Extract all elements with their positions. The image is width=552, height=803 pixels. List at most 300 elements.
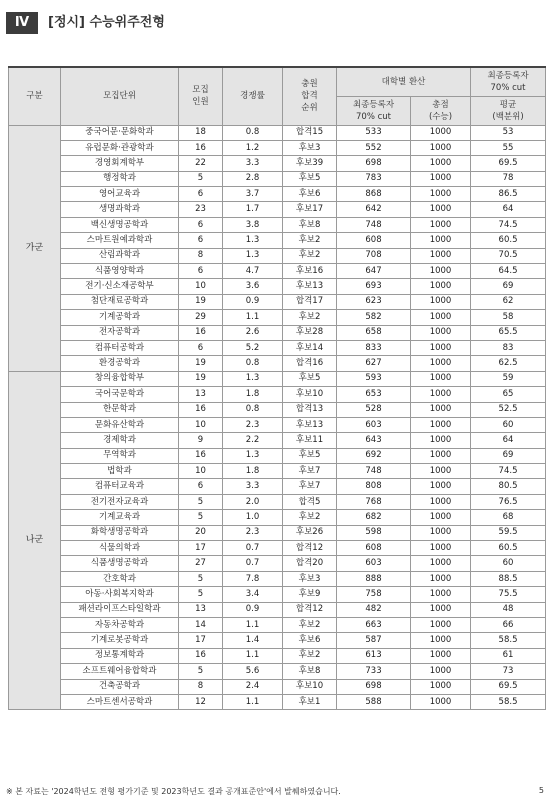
- unit-name: 전자공학과: [61, 325, 179, 340]
- average-percentile: 73: [471, 664, 546, 679]
- quota: 10: [179, 464, 223, 479]
- quota: 5: [179, 664, 223, 679]
- final-70-cut: 748: [337, 217, 411, 232]
- waitlist-rank: 후보10: [283, 679, 337, 694]
- final-70-cut: 783: [337, 171, 411, 186]
- total-score: 1000: [411, 279, 471, 294]
- total-score: 1000: [411, 217, 471, 232]
- quota: 18: [179, 125, 223, 140]
- final-70-cut: 748: [337, 464, 411, 479]
- average-percentile: 69.5: [471, 156, 546, 171]
- unit-name: 스마트센서공학과: [61, 694, 179, 709]
- total-score: 1000: [411, 618, 471, 633]
- quota: 16: [179, 648, 223, 663]
- table-row: [9, 587, 546, 602]
- unit-name: 창의융합학부: [61, 371, 179, 386]
- competition-ratio: 0.8: [223, 402, 283, 417]
- quota: 10: [179, 417, 223, 432]
- competition-ratio: 5.6: [223, 664, 283, 679]
- competition-ratio: 0.7: [223, 556, 283, 571]
- average-percentile: 64: [471, 202, 546, 217]
- competition-ratio: 1.1: [223, 648, 283, 663]
- waitlist-rank: 후보17: [283, 202, 337, 217]
- total-score: 1000: [411, 571, 471, 586]
- average-percentile: 59: [471, 371, 546, 386]
- total-score: 1000: [411, 479, 471, 494]
- competition-ratio: 0.9: [223, 294, 283, 309]
- waitlist-rank: 후보11: [283, 433, 337, 448]
- table-row: [9, 433, 546, 448]
- table-row: [9, 125, 546, 140]
- unit-name: 식품생명공학과: [61, 556, 179, 571]
- total-score: 1000: [411, 433, 471, 448]
- total-score: 1000: [411, 679, 471, 694]
- competition-ratio: 2.6: [223, 325, 283, 340]
- quota: 5: [179, 571, 223, 586]
- total-score: 1000: [411, 171, 471, 186]
- competition-ratio: 1.4: [223, 633, 283, 648]
- total-score: 1000: [411, 310, 471, 325]
- unit-name: 백신생명공학과: [61, 217, 179, 232]
- average-percentile: 61: [471, 648, 546, 663]
- total-score: 1000: [411, 202, 471, 217]
- table-row: [9, 156, 546, 171]
- quota: 20: [179, 525, 223, 540]
- waitlist-rank: 합격17: [283, 294, 337, 309]
- table-row: [9, 479, 546, 494]
- table-row: [9, 340, 546, 355]
- final-70-cut: 552: [337, 140, 411, 155]
- average-percentile: 55: [471, 140, 546, 155]
- competition-ratio: 0.9: [223, 602, 283, 617]
- competition-ratio: 7.8: [223, 571, 283, 586]
- total-score: 1000: [411, 248, 471, 263]
- quota: 8: [179, 248, 223, 263]
- unit-name: 식품영양학과: [61, 264, 179, 279]
- table-row: [9, 294, 546, 309]
- waitlist-rank: 합격16: [283, 356, 337, 371]
- average-percentile: 69: [471, 279, 546, 294]
- average-percentile: 59.5: [471, 525, 546, 540]
- final-70-cut: 623: [337, 294, 411, 309]
- table-row: [9, 541, 546, 556]
- final-70-cut: 647: [337, 264, 411, 279]
- competition-ratio: 1.2: [223, 140, 283, 155]
- quota: 6: [179, 187, 223, 202]
- competition-ratio: 3.8: [223, 217, 283, 232]
- quota: 16: [179, 140, 223, 155]
- average-percentile: 64: [471, 433, 546, 448]
- final-70-cut: 708: [337, 248, 411, 263]
- table-row: [9, 187, 546, 202]
- total-score: 1000: [411, 694, 471, 709]
- quota: 6: [179, 340, 223, 355]
- waitlist-rank: 후보10: [283, 387, 337, 402]
- waitlist-rank: 합격5: [283, 494, 337, 509]
- table-row: [9, 233, 546, 248]
- average-percentile: 66: [471, 618, 546, 633]
- unit-name: 첨단재료공학과: [61, 294, 179, 309]
- waitlist-rank: 후보2: [283, 310, 337, 325]
- waitlist-rank: 합격13: [283, 402, 337, 417]
- table-row: [9, 525, 546, 540]
- average-percentile: 53: [471, 125, 546, 140]
- competition-ratio: 3.6: [223, 279, 283, 294]
- final-70-cut: 642: [337, 202, 411, 217]
- group-label: 나군: [9, 371, 61, 710]
- competition-ratio: 1.8: [223, 387, 283, 402]
- section-header: [6, 12, 546, 34]
- final-70-cut: 627: [337, 356, 411, 371]
- waitlist-rank: 후보9: [283, 587, 337, 602]
- final-70-cut: 603: [337, 417, 411, 432]
- quota: 5: [179, 587, 223, 602]
- waitlist-rank: 후보3: [283, 571, 337, 586]
- unit-name: 경제학과: [61, 433, 179, 448]
- total-score: 1000: [411, 648, 471, 663]
- admission-table: [8, 66, 546, 710]
- unit-name: 환경공학과: [61, 356, 179, 371]
- waitlist-rank: 후보1: [283, 694, 337, 709]
- waitlist-rank: 후보8: [283, 664, 337, 679]
- table-body: [9, 125, 546, 710]
- unit-name: 전기·신소재공학부: [61, 279, 179, 294]
- waitlist-rank: 후보13: [283, 417, 337, 432]
- table-row: [9, 633, 546, 648]
- competition-ratio: 2.8: [223, 171, 283, 186]
- competition-ratio: 1.8: [223, 464, 283, 479]
- waitlist-rank: 후보2: [283, 510, 337, 525]
- average-percentile: 62.5: [471, 356, 546, 371]
- final-70-cut: 868: [337, 187, 411, 202]
- competition-ratio: 0.7: [223, 541, 283, 556]
- section-number: Ⅳ: [6, 12, 38, 34]
- competition-ratio: 4.7: [223, 264, 283, 279]
- table-row: [9, 325, 546, 340]
- waitlist-rank: 후보3: [283, 140, 337, 155]
- table-row: [9, 279, 546, 294]
- final-70-cut: 888: [337, 571, 411, 586]
- total-score: 1000: [411, 602, 471, 617]
- table-row: [9, 618, 546, 633]
- unit-name: 경영회계학부: [61, 156, 179, 171]
- final-70-cut: 482: [337, 602, 411, 617]
- quota: 27: [179, 556, 223, 571]
- average-percentile: 65.5: [471, 325, 546, 340]
- total-score: 1000: [411, 325, 471, 340]
- quota: 10: [179, 279, 223, 294]
- quota: 6: [179, 479, 223, 494]
- competition-ratio: 1.1: [223, 310, 283, 325]
- total-score: 1000: [411, 664, 471, 679]
- col-group: 구분: [9, 67, 61, 125]
- table-row: [9, 648, 546, 663]
- waitlist-rank: 후보7: [283, 479, 337, 494]
- average-percentile: 83: [471, 340, 546, 355]
- page-number: 5: [538, 786, 544, 795]
- total-score: 1000: [411, 264, 471, 279]
- total-score: 1000: [411, 633, 471, 648]
- quota: 17: [179, 633, 223, 648]
- total-score: 1000: [411, 494, 471, 509]
- unit-name: 식물의학과: [61, 541, 179, 556]
- competition-ratio: 1.1: [223, 694, 283, 709]
- average-percentile: 78: [471, 171, 546, 186]
- waitlist-rank: 후보16: [283, 264, 337, 279]
- final-70-cut: 593: [337, 371, 411, 386]
- unit-name: 기계로봇공학과: [61, 633, 179, 648]
- footnote: ※ 본 자료는 '2024학년도 전형 평가기준 및 2023학년도 결과 공개표준안'에서 발췌하였습니다.: [6, 787, 341, 796]
- unit-name: 문화유산학과: [61, 417, 179, 432]
- col-rank: 충원 합격 순위: [283, 67, 337, 125]
- quota: 5: [179, 510, 223, 525]
- col-conversion: 대학별 환산: [337, 67, 471, 96]
- total-score: 1000: [411, 417, 471, 432]
- quota: 13: [179, 387, 223, 402]
- col-quota: 모집 인원: [179, 67, 223, 125]
- total-score: 1000: [411, 541, 471, 556]
- unit-name: 영어교육과: [61, 187, 179, 202]
- final-70-cut: 658: [337, 325, 411, 340]
- waitlist-rank: 후보39: [283, 156, 337, 171]
- waitlist-rank: 후보2: [283, 618, 337, 633]
- final-70-cut: 587: [337, 633, 411, 648]
- quota: 5: [179, 494, 223, 509]
- table-row: [9, 464, 546, 479]
- average-percentile: 86.5: [471, 187, 546, 202]
- waitlist-rank: 후보5: [283, 171, 337, 186]
- competition-ratio: 2.0: [223, 494, 283, 509]
- total-score: 1000: [411, 340, 471, 355]
- final-70-cut: 643: [337, 433, 411, 448]
- quota: 9: [179, 433, 223, 448]
- average-percentile: 75.5: [471, 587, 546, 602]
- col-total: 총점 (수능): [411, 96, 471, 125]
- waitlist-rank: 합격12: [283, 602, 337, 617]
- group-label: 가군: [9, 125, 61, 371]
- competition-ratio: 2.3: [223, 417, 283, 432]
- average-percentile: 62: [471, 294, 546, 309]
- quota: 14: [179, 618, 223, 633]
- table-row: [9, 356, 546, 371]
- average-percentile: 88.5: [471, 571, 546, 586]
- average-percentile: 69.5: [471, 679, 546, 694]
- table-row: [9, 556, 546, 571]
- waitlist-rank: 후보7: [283, 464, 337, 479]
- waitlist-rank: 합격12: [283, 541, 337, 556]
- total-score: 1000: [411, 187, 471, 202]
- competition-ratio: 1.7: [223, 202, 283, 217]
- total-score: 1000: [411, 156, 471, 171]
- table-row: [9, 510, 546, 525]
- competition-ratio: 3.3: [223, 479, 283, 494]
- final-70-cut: 598: [337, 525, 411, 540]
- waitlist-rank: 후보2: [283, 648, 337, 663]
- waitlist-rank: 후보8: [283, 217, 337, 232]
- table-row: [9, 387, 546, 402]
- quota: 6: [179, 264, 223, 279]
- average-percentile: 58.5: [471, 633, 546, 648]
- competition-ratio: 1.0: [223, 510, 283, 525]
- total-score: 1000: [411, 387, 471, 402]
- quota: 16: [179, 448, 223, 463]
- col-unit: 모집단위: [61, 67, 179, 125]
- final-70-cut: 608: [337, 233, 411, 248]
- average-percentile: 74.5: [471, 217, 546, 232]
- average-percentile: 74.5: [471, 464, 546, 479]
- quota: 19: [179, 356, 223, 371]
- unit-name: 건축공학과: [61, 679, 179, 694]
- total-score: 1000: [411, 294, 471, 309]
- average-percentile: 60: [471, 417, 546, 432]
- final-70-cut: 528: [337, 402, 411, 417]
- total-score: 1000: [411, 525, 471, 540]
- table-row: [9, 694, 546, 709]
- competition-ratio: 2.4: [223, 679, 283, 694]
- unit-name: 기계교육과: [61, 510, 179, 525]
- table-row: [9, 664, 546, 679]
- final-70-cut: 613: [337, 648, 411, 663]
- waitlist-rank: 합격20: [283, 556, 337, 571]
- waitlist-rank: 후보6: [283, 187, 337, 202]
- competition-ratio: 1.3: [223, 233, 283, 248]
- quota: 6: [179, 233, 223, 248]
- table-row: [9, 402, 546, 417]
- total-score: 1000: [411, 448, 471, 463]
- col-final-70: 최종등록자 70% cut: [337, 96, 411, 125]
- competition-ratio: 1.1: [223, 618, 283, 633]
- unit-name: 화학생명공학과: [61, 525, 179, 540]
- quota: 13: [179, 602, 223, 617]
- competition-ratio: 0.8: [223, 356, 283, 371]
- unit-name: 행정학과: [61, 171, 179, 186]
- unit-name: 국어국문학과: [61, 387, 179, 402]
- final-70-cut: 698: [337, 679, 411, 694]
- unit-name: 정보통계학과: [61, 648, 179, 663]
- average-percentile: 76.5: [471, 494, 546, 509]
- total-score: 1000: [411, 556, 471, 571]
- waitlist-rank: 후보14: [283, 340, 337, 355]
- waitlist-rank: 후보28: [283, 325, 337, 340]
- waitlist-rank: 후보5: [283, 448, 337, 463]
- final-70-cut: 608: [337, 541, 411, 556]
- average-percentile: 70.5: [471, 248, 546, 263]
- table-row: [9, 371, 546, 386]
- total-score: 1000: [411, 464, 471, 479]
- quota: 23: [179, 202, 223, 217]
- final-70-cut: 833: [337, 340, 411, 355]
- final-70-cut: 653: [337, 387, 411, 402]
- unit-name: 유럽문화·관광학과: [61, 140, 179, 155]
- competition-ratio: 0.8: [223, 125, 283, 140]
- average-percentile: 69: [471, 448, 546, 463]
- quota: 17: [179, 541, 223, 556]
- table-row: [9, 171, 546, 186]
- final-70-cut: 758: [337, 587, 411, 602]
- competition-ratio: 5.2: [223, 340, 283, 355]
- average-percentile: 80.5: [471, 479, 546, 494]
- final-70-cut: 663: [337, 618, 411, 633]
- competition-ratio: 3.4: [223, 587, 283, 602]
- quota: 8: [179, 679, 223, 694]
- unit-name: 컴퓨터공학과: [61, 340, 179, 355]
- waitlist-rank: 후보2: [283, 248, 337, 263]
- col-final-top: 최종등록자 70% cut: [471, 67, 546, 96]
- table-row: [9, 202, 546, 217]
- final-70-cut: 808: [337, 479, 411, 494]
- average-percentile: 52.5: [471, 402, 546, 417]
- final-70-cut: 768: [337, 494, 411, 509]
- table-row: [9, 571, 546, 586]
- waitlist-rank: 후보5: [283, 371, 337, 386]
- table-row: [9, 679, 546, 694]
- average-percentile: 58: [471, 310, 546, 325]
- final-70-cut: 693: [337, 279, 411, 294]
- final-70-cut: 733: [337, 664, 411, 679]
- final-70-cut: 682: [337, 510, 411, 525]
- competition-ratio: 1.3: [223, 371, 283, 386]
- unit-name: 소프트웨어융합학과: [61, 664, 179, 679]
- quota: 5: [179, 171, 223, 186]
- unit-name: 스마트원예과학과: [61, 233, 179, 248]
- total-score: 1000: [411, 402, 471, 417]
- average-percentile: 60.5: [471, 233, 546, 248]
- total-score: 1000: [411, 356, 471, 371]
- waitlist-rank: 후보2: [283, 233, 337, 248]
- final-70-cut: 698: [337, 156, 411, 171]
- average-percentile: 48: [471, 602, 546, 617]
- total-score: 1000: [411, 371, 471, 386]
- average-percentile: 58.5: [471, 694, 546, 709]
- total-score: 1000: [411, 140, 471, 155]
- table-row: [9, 264, 546, 279]
- table-row: [9, 494, 546, 509]
- table-row: [9, 248, 546, 263]
- unit-name: 아동·사회복지학과: [61, 587, 179, 602]
- col-ratio: 경쟁률: [223, 67, 283, 125]
- quota: 6: [179, 217, 223, 232]
- competition-ratio: 2.2: [223, 433, 283, 448]
- competition-ratio: 3.3: [223, 156, 283, 171]
- average-percentile: 68: [471, 510, 546, 525]
- unit-name: 간호학과: [61, 571, 179, 586]
- quota: 16: [179, 402, 223, 417]
- competition-ratio: 1.3: [223, 248, 283, 263]
- quota: 19: [179, 294, 223, 309]
- unit-name: 중국어문·문화학과: [61, 125, 179, 140]
- final-70-cut: 603: [337, 556, 411, 571]
- average-percentile: 65: [471, 387, 546, 402]
- table-row: [9, 140, 546, 155]
- unit-name: 자동차공학과: [61, 618, 179, 633]
- table-row: [9, 602, 546, 617]
- unit-name: 패션라이프스타일학과: [61, 602, 179, 617]
- quota: 22: [179, 156, 223, 171]
- competition-ratio: 1.3: [223, 448, 283, 463]
- table-row: [9, 310, 546, 325]
- average-percentile: 60.5: [471, 541, 546, 556]
- table-row: [9, 417, 546, 432]
- unit-name: 산림과학과: [61, 248, 179, 263]
- total-score: 1000: [411, 233, 471, 248]
- waitlist-rank: 후보6: [283, 633, 337, 648]
- final-70-cut: 533: [337, 125, 411, 140]
- page-title: [정시] 수능위주전형: [48, 15, 165, 30]
- quota: 16: [179, 325, 223, 340]
- waitlist-rank: 후보26: [283, 525, 337, 540]
- unit-name: 기계공학과: [61, 310, 179, 325]
- final-70-cut: 588: [337, 694, 411, 709]
